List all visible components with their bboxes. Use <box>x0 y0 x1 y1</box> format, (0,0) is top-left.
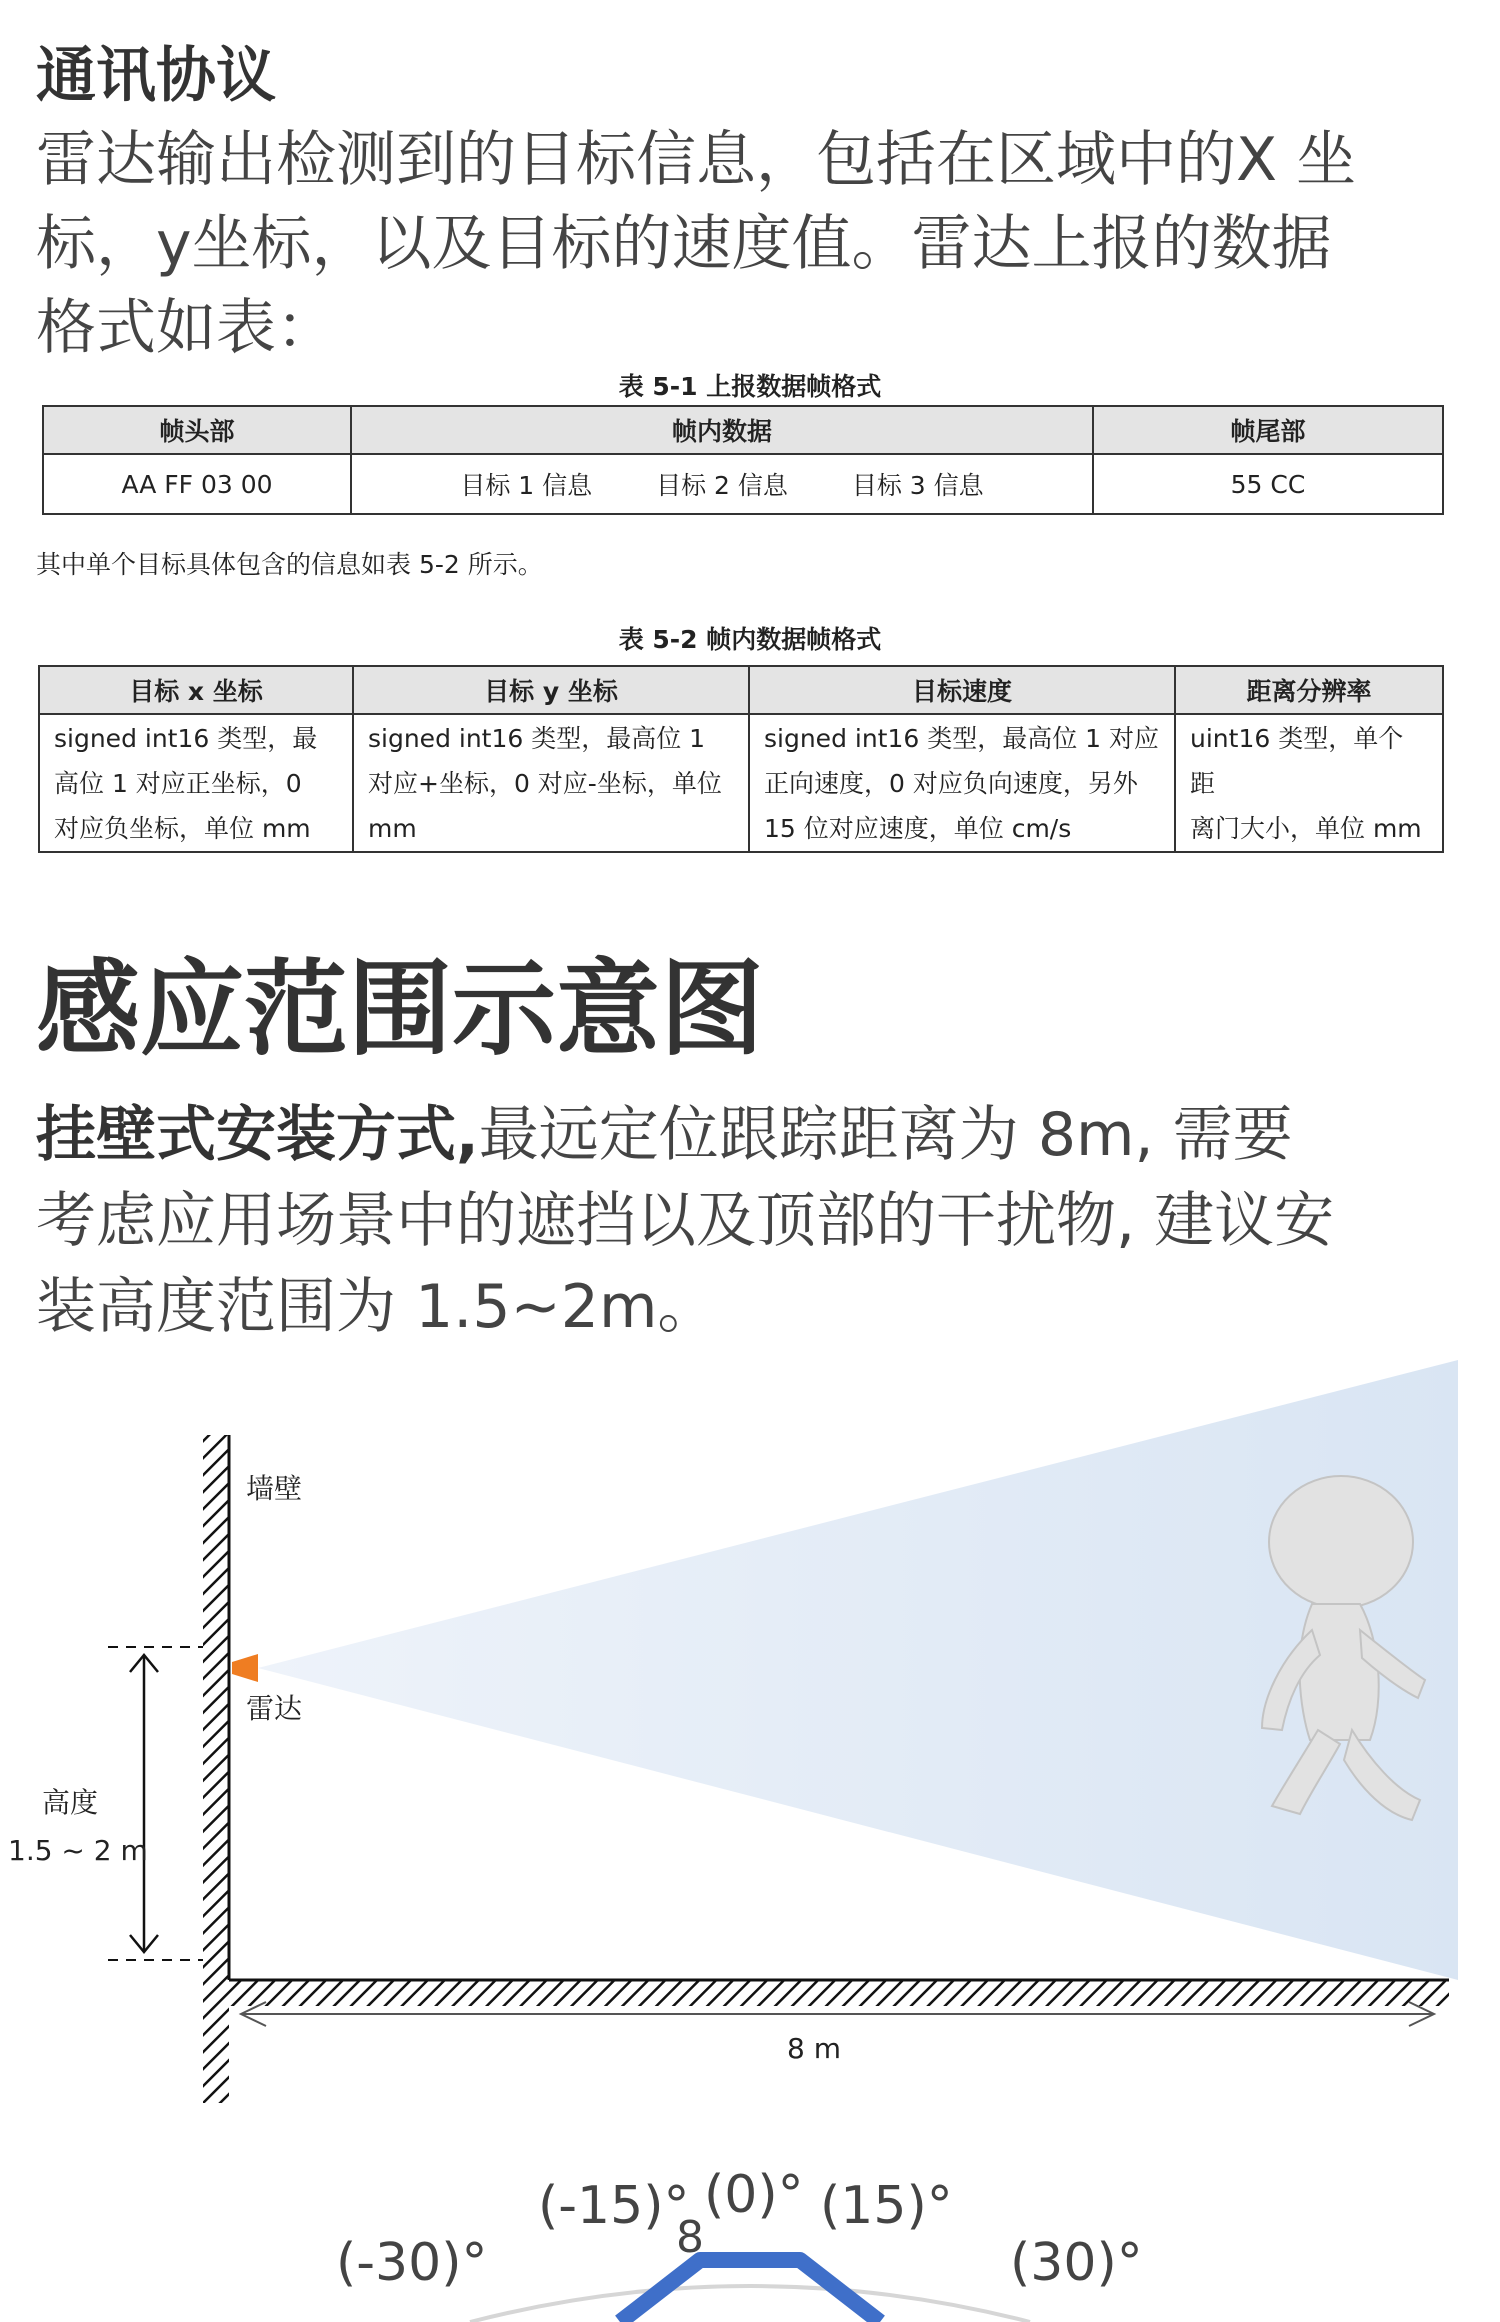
table2-cell-y <box>353 714 749 852</box>
polar-ring-label: 8 <box>676 2212 704 2263</box>
range-bold-lead: 挂壁式安装方式, <box>36 1100 479 1170</box>
cell-line: 正向速度，0 对应负向速度，另外 <box>764 768 1138 798</box>
radar-icon <box>232 1654 258 1682</box>
table1-header-tail: 帧尾部 <box>1093 406 1443 454</box>
table1-cell-head: AA FF 03 00 <box>43 454 351 514</box>
table1-header-payload: 帧内数据 <box>351 406 1093 454</box>
detection-beam <box>258 1360 1458 1980</box>
payload-target-3: 目标 3 信息 <box>851 471 984 500</box>
polar-angle-chart <box>0 2120 1500 2322</box>
range-title: 感应范围示意图 <box>36 948 765 1070</box>
range-description <box>36 1092 1476 1350</box>
installation-diagram <box>0 1320 1500 2065</box>
table1-cell-payload <box>351 454 1093 514</box>
protocol-line-2: 标，y坐标，以及目标的速度值。雷达上报的数据 <box>36 209 1332 279</box>
table2-header-x: 目标 x 坐标 <box>39 666 353 714</box>
cell-line: 离门大小，单位 mm <box>1190 813 1422 843</box>
cell-line: 对应+坐标，0 对应-坐标，单位 <box>368 768 722 798</box>
cell-line: 高位 1 对应正坐标，0 <box>54 768 302 798</box>
range-line-1-rest: 最远定位跟踪距离为 8m, 需要 <box>478 1100 1293 1170</box>
polar-outer-ring <box>470 2286 1030 2322</box>
table2-cell-x <box>39 714 353 852</box>
angle-label-30: (30)° <box>1010 2233 1143 2293</box>
radar-label: 雷达 <box>246 1692 303 1725</box>
report-frame-table <box>42 405 1444 515</box>
protocol-line-1: 雷达输出检测到的目标信息，包括在区域中的X 坐 <box>36 125 1357 195</box>
cell-line: signed int16 类型，最高位 1 <box>368 723 706 753</box>
table1-cell-tail: 55 CC <box>1093 454 1443 514</box>
table1-header-head: 帧头部 <box>43 406 351 454</box>
angle-label-0: (0)° <box>704 2165 804 2225</box>
height-label-range: 1.5 ~ 2 m <box>8 1834 148 1867</box>
cell-line: uint16 类型，单个距 <box>1190 723 1404 798</box>
distance-label: 8 m <box>787 2032 841 2065</box>
wall <box>203 1435 229 2103</box>
table2-header-resolution: 距离分辨率 <box>1175 666 1443 714</box>
cell-line: 对应负坐标，单位 mm <box>54 813 311 843</box>
angle-label-neg30: (-30)° <box>336 2233 488 2293</box>
table2-cell-speed <box>749 714 1175 852</box>
cell-line: signed int16 类型，最高位 1 对应 <box>764 723 1160 753</box>
payload-frame-table <box>38 665 1444 853</box>
table2-cell-resolution <box>1175 714 1443 852</box>
table2-caption: 表 5-2 帧内数据帧格式 <box>618 625 882 654</box>
cell-line: 15 位对应速度，单位 cm/s <box>764 813 1072 843</box>
protocol-title: 通讯协议 <box>36 41 276 111</box>
polar-detection-line <box>620 2260 880 2322</box>
range-line-1 <box>36 1092 1476 1178</box>
table-note: 其中单个目标具体包含的信息如表 5-2 所示。 <box>36 550 543 579</box>
payload-target-2: 目标 2 信息 <box>656 471 788 500</box>
payload-target-1: 目标 1 信息 <box>460 471 593 500</box>
angle-label-neg15: (-15)° <box>538 2176 690 2236</box>
cell-line: mm <box>368 813 417 843</box>
angle-label-15: (15)° <box>820 2176 953 2236</box>
protocol-line-3: 格式如表： <box>36 293 336 363</box>
range-line-3: 装高度范围为 1.5~2m。 <box>36 1272 718 1342</box>
table2-header-y: 目标 y 坐标 <box>353 666 749 714</box>
table1-caption: 表 5-1 上报数据帧格式 <box>618 372 882 401</box>
table2-header-speed: 目标速度 <box>749 666 1175 714</box>
protocol-description <box>36 118 1476 370</box>
cell-line: signed int16 类型，最 <box>54 723 318 753</box>
range-line-2: 考虑应用场景中的遮挡以及顶部的干扰物, 建议安 <box>36 1186 1335 1256</box>
height-label-title: 高度 <box>42 1786 99 1819</box>
wall-label: 墙壁 <box>246 1472 303 1505</box>
floor <box>229 1980 1449 2006</box>
